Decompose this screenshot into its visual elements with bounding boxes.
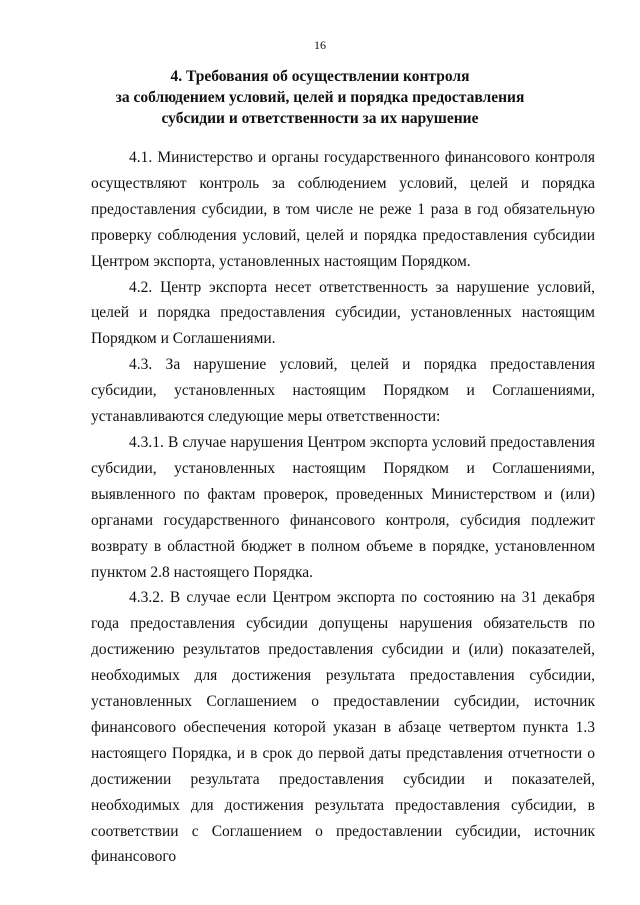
- section-title: [60, 66, 580, 129]
- document-body: [91, 145, 595, 870]
- paragraph-4-2: 4.2. Центр экспорта несет ответственность за нарушение условий, целей и порядка предоставления субсидии, установленных настоящим Порядком и Соглашениями.: [91, 278, 595, 348]
- paragraph-4-1: 4.1. Министерство и органы государственного финансового контроля осуществляют контроль за соблюдением условий, целей и порядка предоставления субсидии, в том числе не реже 1 раза в год обязательную проверку соблюдения условий, целей и порядка предоставления субсидии Центром экспорта, установленных настоящим Порядком.: [91, 149, 595, 270]
- paragraph-4-3: 4.3. За нарушение условий, целей и порядка предоставления субсидии, установленных настоящим Порядком и Соглашениями, устанавливаются следующие меры ответственности:: [91, 356, 595, 426]
- section-title-line-3: субсидии и ответственности за их нарушение: [161, 110, 479, 127]
- paragraph-4-3-2: 4.3.2. В случае если Центром экспорта по состоянию на 31 декабря года предоставления субсидии допущены нарушения обязательств по достижению результатов предоставления субсидии и (или) показателей, необходимых для достижения результата предоставления субсидии, установленных Соглашением о предоставлении субсидии, источник финансового обеспечения которой указан в абзаце четвертом пункта 1.3 настоящего Порядка, и в срок до первой даты представления отчетности о достижении результата предоставления субсидии и показателей, необходимых для достижения результата предоставления субсидии, в соответствии с Соглашением о предоставлении субсидии, источник финансового: [91, 589, 595, 866]
- page-number: 16: [314, 38, 326, 52]
- section-title-line-1: 4. Требования об осуществлении контроля: [170, 68, 470, 85]
- section-title-line-2: за соблюдением условий, целей и порядка предоставления: [115, 89, 525, 106]
- paragraph-4-3-1: 4.3.1. В случае нарушения Центром экспорта условий предоставления субсидии, установленных настоящим Порядком и Соглашениями, выявленного по фактам проверок, проведенных Министерством и (или) органами государственного финансового контроля, субсидия подлежит возврату в областной бюджет в полном объеме в порядке, установленном пунктом 2.8 настоящего Порядка.: [91, 433, 595, 581]
